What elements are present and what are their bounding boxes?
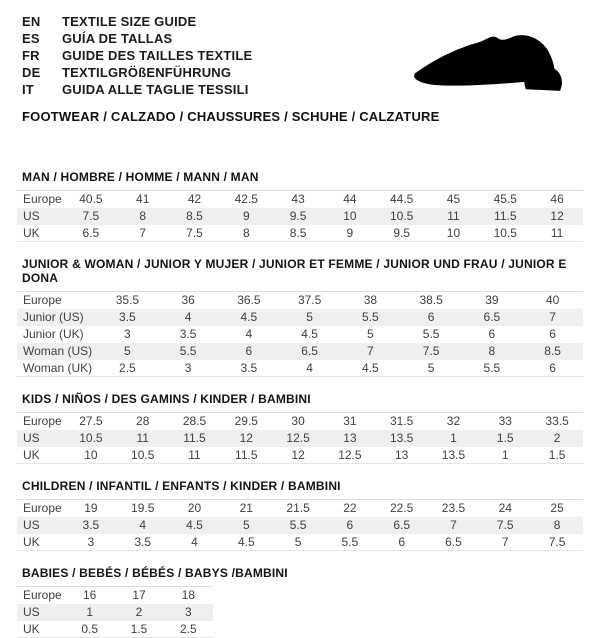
size-row-us: [17, 517, 583, 534]
size-value: 5.5: [179, 344, 197, 358]
size-value: 4.5: [301, 327, 318, 341]
row-label: UK: [23, 621, 40, 636]
size-value: 1.5: [496, 431, 514, 445]
table-title-man: MAN / HOMBRE / HOMME / MANN / MAN: [22, 170, 259, 184]
size-value: 11.5: [183, 431, 206, 445]
row-label: Europe: [23, 192, 62, 207]
size-value: 24: [498, 501, 512, 516]
size-value: 31.5: [390, 414, 414, 429]
size-value: 36.5: [237, 293, 261, 308]
size-value: 9: [346, 225, 354, 240]
size-value: 3: [184, 605, 192, 619]
size-value: 12.5: [286, 431, 310, 445]
size-row-europe: [17, 500, 583, 517]
lang-code-it: IT: [22, 82, 34, 97]
size-value: 29.5: [234, 414, 258, 429]
size-row-us: [17, 604, 213, 621]
size-value: 4: [139, 518, 147, 532]
size-value: 9.5: [289, 209, 307, 223]
junior-woman-size-table: [17, 291, 583, 377]
size-value: 2: [135, 605, 143, 619]
size-value: 21.5: [286, 501, 310, 516]
size-value: 21: [239, 501, 253, 516]
size-value: 6: [245, 344, 253, 358]
size-value: 5: [124, 344, 131, 358]
size-value: 12: [550, 209, 564, 223]
size-value: 6: [488, 327, 496, 341]
lang-label-fr: GUIDE DES TAILLES TEXTILE: [62, 48, 253, 63]
size-value: 40: [545, 293, 560, 308]
lang-code-es: ES: [22, 31, 40, 46]
size-value: 3.5: [82, 518, 100, 532]
row-label: Europe: [23, 293, 62, 308]
size-value: 45.5: [493, 192, 517, 207]
size-value: 10.5: [493, 225, 517, 240]
size-value: 38.5: [419, 293, 443, 308]
size-value: 1: [450, 431, 457, 445]
size-value: 8: [488, 344, 496, 358]
size-value: 8: [553, 518, 561, 532]
size-value: 10: [446, 225, 461, 240]
size-value: 6.5: [82, 225, 100, 240]
size-value: 7: [549, 310, 556, 324]
row-label: Junior (US): [23, 310, 84, 324]
size-value: 10: [84, 447, 98, 462]
category-line: FOOTWEAR / CALZADO / CHAUSSURES / SCHUHE / CALZATURE: [22, 109, 440, 124]
size-value: 20: [187, 501, 202, 516]
section-babies: [17, 566, 583, 638]
size-value: 13.5: [390, 431, 414, 445]
size-row-europe: [17, 413, 583, 430]
size-value: 19.5: [131, 501, 155, 516]
size-value: 6.5: [393, 518, 411, 532]
size-value: 6.5: [483, 310, 501, 324]
size-value: 38: [363, 293, 378, 308]
lang-label-es: GUÍA DE TALLAS: [62, 31, 173, 46]
size-value: 33: [498, 414, 512, 429]
size-value: 43: [291, 192, 305, 207]
size-value: 5.5: [422, 327, 440, 341]
table-title-children: CHILDREN / INFANTIL / ENFANTS / KINDER / BAMBINI: [22, 479, 341, 493]
size-value: 3.5: [119, 310, 136, 324]
babies-size-table: [17, 586, 213, 638]
size-row-uk: [17, 225, 583, 242]
size-row-junior-uk: [17, 326, 583, 343]
size-value: 45: [446, 192, 461, 207]
man-size-table: [17, 190, 583, 242]
size-value: 10: [343, 209, 357, 223]
size-value: 2.5: [179, 621, 197, 636]
size-value: 7.5: [496, 518, 514, 532]
row-label: UK: [23, 447, 40, 462]
size-value: 1.5: [548, 447, 566, 462]
size-value: 7.5: [186, 225, 203, 240]
size-value: 11.5: [235, 447, 258, 462]
size-value: 8.5: [289, 225, 307, 240]
size-value: 7.5: [82, 209, 100, 223]
size-value: 6: [549, 360, 556, 375]
size-value: 7.5: [422, 344, 440, 358]
size-value: 9: [242, 209, 250, 223]
lang-code-en: EN: [22, 14, 41, 29]
size-value: 8: [242, 225, 250, 240]
size-value: 3.5: [240, 360, 258, 375]
size-value: 3: [124, 327, 131, 341]
row-label: Woman (UK): [23, 360, 93, 375]
size-value: 11.5: [494, 209, 517, 223]
size-value: 6.5: [445, 534, 462, 549]
size-value: 4: [245, 327, 253, 341]
table-title-kids: KIDS / NIÑOS / DES GAMINS / KINDER / BAMBINI: [22, 392, 311, 406]
size-row-europe: [17, 292, 583, 309]
size-value: 1: [86, 605, 93, 619]
table-title-junior-woman: JUNIOR & WOMAN / JUNIOR Y MUJER / JUNIOR ET FEMME / JUNIOR UND FRAU / JUNIOR E DONA: [22, 257, 567, 285]
row-label: UK: [23, 225, 40, 240]
size-value: 3: [87, 534, 95, 549]
size-value: 6: [398, 534, 406, 549]
size-value: 10.5: [390, 209, 414, 223]
size-value: 39: [485, 293, 499, 308]
row-label: Europe: [23, 588, 62, 603]
size-value: 4: [306, 360, 313, 375]
kids-size-table: [17, 412, 583, 464]
children-size-table: [17, 499, 583, 551]
shoe-icon: [392, 22, 584, 104]
size-value: 33.5: [545, 414, 569, 429]
size-value: 4.5: [186, 518, 203, 532]
size-value: 35.5: [115, 293, 140, 308]
row-label: US: [23, 431, 40, 445]
size-value: 0.5: [81, 621, 98, 636]
size-value: 42.5: [234, 192, 258, 207]
size-value: 41: [136, 192, 150, 207]
row-label: US: [23, 605, 40, 619]
size-value: 3.5: [134, 534, 152, 549]
size-value: 4.5: [237, 534, 255, 549]
size-row-uk: [17, 621, 213, 638]
lang-label-en: TEXTILE SIZE GUIDE: [62, 14, 197, 29]
size-value: 7: [450, 518, 457, 532]
size-row-junior-us: [17, 309, 583, 326]
size-value: 18: [181, 588, 195, 603]
size-row-uk: [17, 447, 583, 464]
section-kids: [17, 392, 583, 464]
size-value: 8.5: [544, 344, 561, 358]
size-value: 9.5: [393, 225, 411, 240]
size-row-uk: [17, 534, 583, 551]
size-value: 27.5: [79, 414, 103, 429]
size-value: 31: [343, 414, 357, 429]
lang-code-fr: FR: [22, 48, 40, 63]
table-title-babies: BABIES / BEBÉS / BÉBÉS / BABYS /BAMBINI: [22, 566, 288, 580]
size-value: 1.5: [130, 621, 148, 636]
size-value: 28: [136, 414, 150, 429]
row-label: US: [23, 209, 40, 223]
size-value: 28.5: [182, 414, 207, 429]
size-value: 1: [501, 447, 509, 462]
size-value: 5: [306, 310, 313, 324]
size-value: 5.5: [362, 310, 379, 324]
size-value: 13: [395, 447, 409, 462]
size-value: 6.5: [301, 344, 318, 358]
size-value: 5: [294, 534, 302, 549]
section-junior-woman: [17, 257, 583, 377]
size-value: 46: [550, 192, 564, 207]
row-label: Junior (UK): [23, 327, 84, 341]
size-value: 3.5: [179, 327, 197, 341]
size-value: 11: [136, 431, 149, 445]
size-value: 3: [184, 360, 192, 375]
row-label: Woman (US): [23, 344, 93, 358]
section-man: [17, 170, 583, 242]
size-row-us: [17, 430, 583, 447]
row-label: Europe: [23, 414, 62, 429]
size-value: 4: [184, 310, 192, 324]
size-value: 12.5: [338, 447, 362, 462]
lang-code-de: DE: [22, 65, 41, 80]
size-value: 4.5: [362, 360, 379, 375]
row-label: US: [23, 518, 40, 532]
size-row-woman-uk: [17, 360, 583, 377]
size-value: 23.5: [441, 501, 466, 516]
size-value: 22.5: [390, 501, 414, 516]
size-value: 11: [550, 225, 564, 240]
size-value: 7: [139, 225, 147, 240]
lang-label-it: GUIDA ALLE TAGLIE TESSILI: [62, 82, 249, 97]
size-value: 5: [427, 360, 435, 375]
lang-label-de: TEXTILGRÖßENFÜHRUNG: [62, 65, 232, 80]
size-value: 36: [181, 293, 195, 308]
size-value: 44.5: [390, 192, 414, 207]
size-value: 2: [553, 431, 561, 445]
size-value: 6: [549, 327, 556, 341]
size-value: 12: [239, 431, 253, 445]
size-value: 11: [188, 447, 201, 462]
size-value: 5: [242, 518, 250, 532]
size-value: 30: [291, 414, 305, 429]
size-value: 16: [82, 588, 97, 603]
size-value: 17: [132, 588, 146, 603]
size-value: 7: [367, 344, 374, 358]
section-children: [17, 479, 583, 551]
size-value: 7: [501, 534, 509, 549]
size-value: 19: [84, 501, 98, 516]
size-value: 5.5: [341, 534, 359, 549]
row-label: Europe: [23, 501, 62, 516]
row-label: UK: [23, 534, 40, 549]
size-value: 40.5: [79, 192, 103, 207]
size-row-us: [17, 208, 583, 225]
size-value: 2.5: [119, 360, 136, 375]
size-value: 5.5: [289, 518, 307, 532]
size-value: 5: [367, 327, 374, 341]
size-row-europe: [17, 191, 583, 208]
size-value: 32: [446, 414, 461, 429]
size-value: 6: [346, 518, 354, 532]
size-value: 12: [291, 447, 305, 462]
size-value: 4: [191, 534, 198, 549]
size-value: 44: [343, 192, 357, 207]
size-value: 42: [187, 192, 202, 207]
size-value: 8.5: [186, 209, 203, 223]
size-value: 7.5: [548, 534, 566, 549]
size-value: 8: [139, 209, 147, 223]
size-value: 13: [343, 431, 357, 445]
size-value: 6: [427, 310, 435, 324]
size-value: 10.5: [131, 447, 155, 462]
size-value: 37.5: [297, 293, 322, 308]
size-value: 22: [343, 501, 357, 516]
size-row-woman-us: [17, 343, 583, 360]
size-value: 10.5: [79, 431, 103, 445]
size-value: 11: [447, 209, 460, 223]
size-value: 13.5: [441, 447, 466, 462]
size-row-europe: [17, 587, 213, 604]
size-value: 25: [550, 501, 564, 516]
size-value: 5.5: [483, 360, 501, 375]
size-value: 4.5: [240, 310, 258, 324]
